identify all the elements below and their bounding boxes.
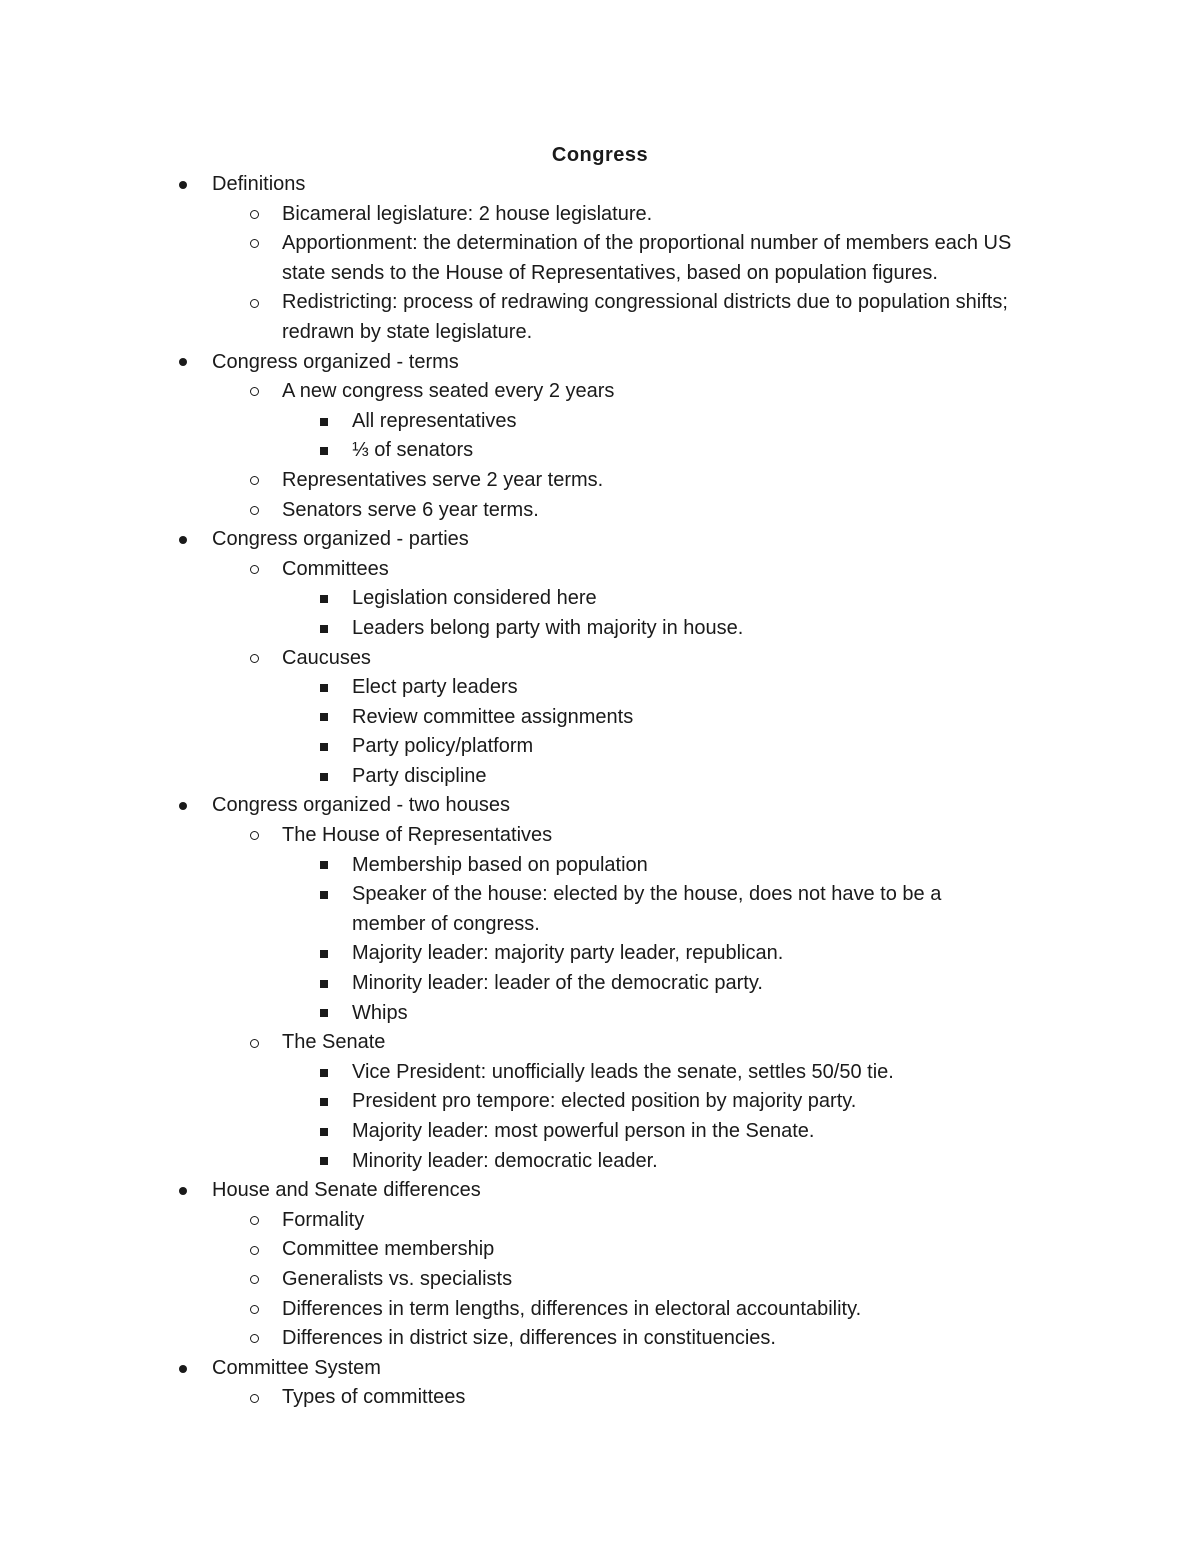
square-bullet-icon [320,950,328,958]
bullet-marker [247,466,261,496]
bullet-marker [247,288,261,318]
disc-bullet-icon [179,536,187,544]
square-bullet-icon [320,713,328,721]
square-bullet-icon [320,1157,328,1165]
outline-item-text: A new congress seated every 2 years [282,380,615,403]
outline-item-level-1 [0,1176,1032,1206]
bullet-marker [247,229,261,259]
bullet-outline [0,170,1200,1413]
outline-item-text: Generalists vs. specialists [282,1267,513,1290]
outline-item-level-1 [0,348,1032,378]
bullet-marker [247,1383,261,1413]
outline-item-text: The House of Representatives [282,824,553,847]
bullet-marker [317,703,331,733]
outline-item-level-2 [0,229,1042,288]
outline-item-level-3 [0,939,1012,969]
square-bullet-icon [320,595,328,603]
bullet-marker [247,1235,261,1265]
circle-bullet-icon [250,1334,259,1343]
outline-item-level-3 [0,999,1012,1029]
outline-item-level-3 [0,851,1012,881]
bullet-marker [317,614,331,644]
outline-item-level-1 [0,170,1032,200]
bullet-marker [247,496,261,526]
outline-item-text: All representatives [352,409,517,432]
bullet-marker [317,969,331,999]
outline-item-text: Membership based on population [352,853,648,876]
circle-bullet-icon [250,654,259,663]
circle-bullet-icon [250,506,259,515]
outline-item-level-2 [0,1295,1042,1325]
outline-item-text: Majority leader: majority party leader, republican. [352,942,784,965]
circle-bullet-icon [250,1305,259,1314]
outline-item-level-3 [0,762,1012,792]
circle-bullet-icon [250,1275,259,1284]
bullet-marker [176,791,190,821]
bullet-marker [317,1087,331,1117]
disc-bullet-icon [179,1187,187,1195]
bullet-marker [247,821,261,851]
outline-item-level-2 [0,1383,1042,1413]
outline-item-level-2 [0,821,1042,851]
outline-item-level-2 [0,288,1042,347]
outline-item-text: Caucuses [282,646,371,669]
outline-item-level-3 [0,1147,1012,1177]
circle-bullet-icon [250,565,259,574]
outline-item-text: Congress organized - two houses [212,794,510,817]
square-bullet-icon [320,773,328,781]
bullet-marker [317,1147,331,1177]
outline-item-text: Representatives serve 2 year terms. [282,468,604,491]
square-bullet-icon [320,891,328,899]
outline-item-level-2 [0,1235,1042,1265]
bullet-marker [176,170,190,200]
outline-item-level-2 [0,1028,1042,1058]
outline-item-text: House and Senate differences [212,1179,481,1202]
bullet-marker [247,644,261,674]
outline-item-text: Senators serve 6 year terms. [282,498,539,521]
disc-bullet-icon [179,802,187,810]
circle-bullet-icon [250,1039,259,1048]
bullet-marker [247,555,261,585]
outline-item-text: Apportionment: the determination of the proportional number of members each US state sends to the House of Representatives, based on population figures. [282,232,1012,284]
bullet-marker [247,377,261,407]
square-bullet-icon [320,861,328,869]
bullet-marker [247,200,261,230]
outline-item-level-3 [0,1058,1012,1088]
outline-item-level-2 [0,555,1042,585]
outline-item-text: Whips [352,1001,408,1024]
outline-item-text: Review committee assignments [352,705,634,728]
circle-bullet-icon [250,239,259,248]
bullet-marker [317,407,331,437]
outline-item-level-2 [0,644,1042,674]
outline-item-text: Types of committees [282,1386,466,1409]
square-bullet-icon [320,1098,328,1106]
bullet-marker [317,673,331,703]
square-bullet-icon [320,447,328,455]
outline-item-level-1 [0,525,1032,555]
bullet-marker [317,436,331,466]
outline-item-text: Differences in district size, differences in constituencies. [282,1327,776,1350]
document-title: Congress [551,144,649,166]
outline-item-text: Committee System [212,1356,381,1379]
bullet-marker [247,1295,261,1325]
outline-item-level-2 [0,1324,1042,1354]
circle-bullet-icon [250,387,259,396]
outline-item-text: Formality [282,1208,365,1231]
outline-item-level-3 [0,703,1012,733]
outline-item-level-3 [0,1117,1012,1147]
outline-item-level-3 [0,969,1012,999]
outline-item-text: Differences in term lengths, differences in electoral accountability. [282,1297,862,1320]
bullet-marker [247,1324,261,1354]
bullet-marker [247,1028,261,1058]
bullet-marker [317,999,331,1029]
outline-item-text: Party policy/platform [352,735,534,758]
bullet-marker [317,732,331,762]
square-bullet-icon [320,1128,328,1136]
bullet-marker [317,1117,331,1147]
outline-item-text: Committee membership [282,1238,495,1261]
outline-item-text: Vice President: unofficially leads the senate, settles 50/50 tie. [352,1060,894,1083]
circle-bullet-icon [250,476,259,485]
square-bullet-icon [320,1069,328,1077]
circle-bullet-icon [250,831,259,840]
bullet-marker [317,851,331,881]
outline-item-text: Minority leader: democratic leader. [352,1149,658,1172]
square-bullet-icon [320,980,328,988]
outline-item-text: Elect party leaders [352,676,518,699]
circle-bullet-icon [250,1394,259,1403]
outline-item-text: Bicameral legislature: 2 house legislature. [282,202,653,225]
circle-bullet-icon [250,1216,259,1225]
outline-item-level-3 [0,1087,1012,1117]
circle-bullet-icon [250,210,259,219]
outline-item-level-3 [0,436,1012,466]
outline-item-text: Definitions [212,173,306,195]
bullet-marker [317,939,331,969]
square-bullet-icon [320,684,328,692]
bullet-marker [247,1206,261,1236]
outline-item-level-1 [0,791,1032,821]
bullet-marker [176,1176,190,1206]
outline-item-level-1 [0,1354,1032,1384]
outline-item-level-2 [0,1206,1042,1236]
bullet-marker [247,1265,261,1295]
square-bullet-icon [320,1009,328,1017]
outline-item-text: President pro tempore: elected position by majority party. [352,1090,857,1113]
disc-bullet-icon [179,181,187,189]
outline-item-level-2 [0,377,1042,407]
square-bullet-icon [320,625,328,633]
outline-item-level-3 [0,880,1012,939]
outline-item-text: Party discipline [352,764,487,787]
square-bullet-icon [320,743,328,751]
outline-item-level-3 [0,584,1012,614]
circle-bullet-icon [250,299,259,308]
outline-item-text: Minority leader: leader of the democratic party. [352,972,763,995]
outline-item-text: Majority leader: most powerful person in the Senate. [352,1120,815,1142]
outline-item-text: Congress organized - parties [212,528,469,551]
outline-item-level-2 [0,1265,1042,1295]
circle-bullet-icon [250,1246,259,1255]
outline-item-level-3 [0,673,1012,703]
outline-item-text: The Senate [282,1031,386,1054]
bullet-marker [176,1354,190,1384]
square-bullet-icon [320,418,328,426]
bullet-marker [176,348,190,378]
bullet-marker [176,525,190,555]
outline-item-text: Committees [282,557,389,580]
outline-item-text: Congress organized - terms [212,350,459,373]
bullet-marker [317,762,331,792]
disc-bullet-icon [179,358,187,366]
outline-item-level-2 [0,466,1042,496]
outline-item-text: Leaders belong party with majority in house. [352,616,744,639]
outline-item-level-2 [0,200,1042,230]
outline-item-level-3 [0,407,1012,437]
bullet-marker [317,584,331,614]
outline-item-text: Speaker of the house: elected by the house, does not have to be a member of congress. [352,883,942,935]
outline-item-level-2 [0,496,1042,526]
outline-item-level-3 [0,614,1012,644]
bullet-marker [317,880,331,910]
outline-item-text: Legislation considered here [352,587,597,610]
bullet-marker [317,1058,331,1088]
outline-item-level-3 [0,732,1012,762]
disc-bullet-icon [179,1365,187,1373]
outline-item-text: ⅓ of senators [352,439,474,462]
outline-item-text: Redistricting: process of redrawing congressional districts due to population shifts; redrawn by state legislature. [282,291,1008,343]
